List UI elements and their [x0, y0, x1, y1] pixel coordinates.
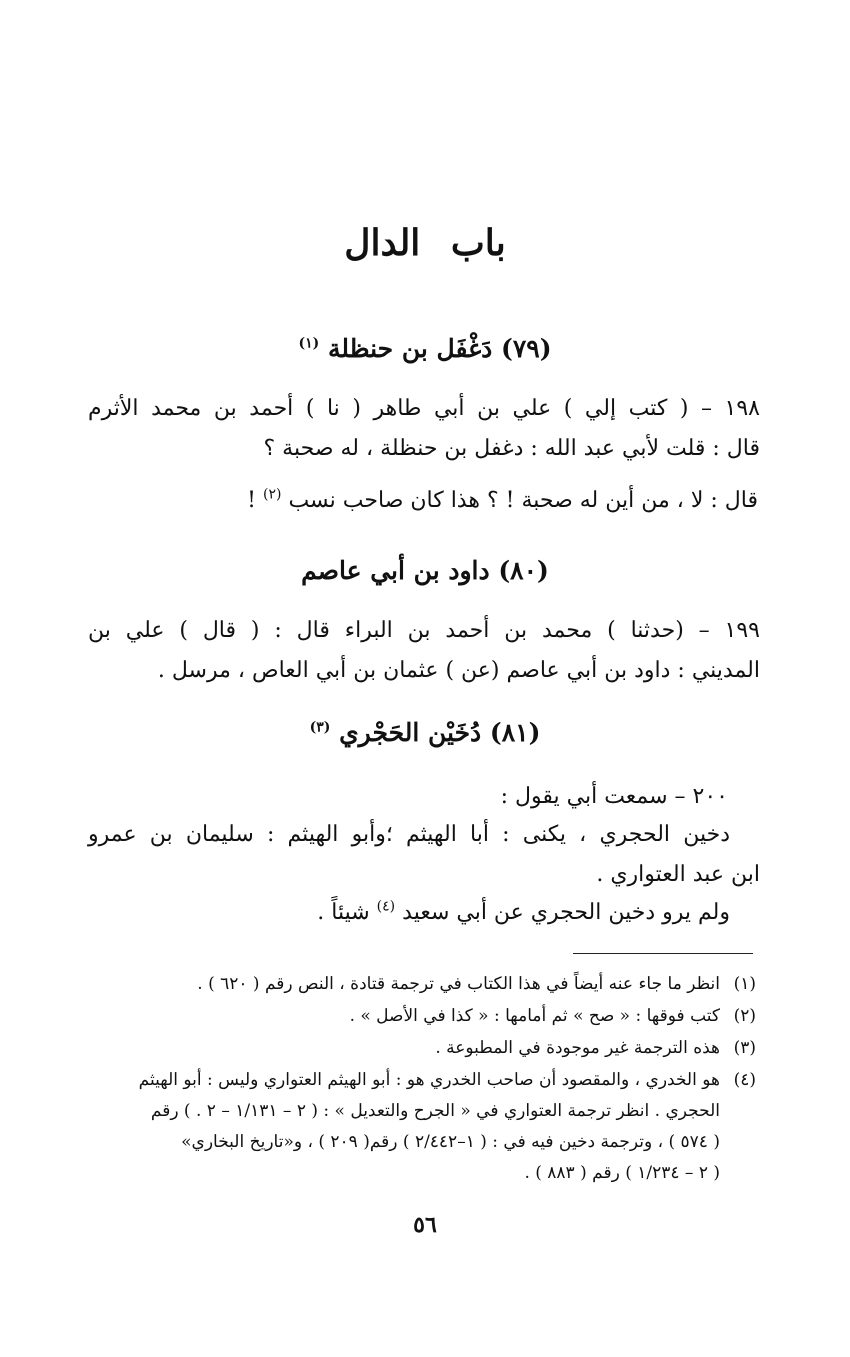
footnote-4-line-2: الحجري . انظر ترجمة العتواري في « الجرح والتعديل » : ( ٢ – ١/١٣١ – ٢ . ) رقم — [150, 1101, 720, 1121]
chapter-title: باب الدال — [344, 222, 506, 264]
footnote-2-text: كتب فوقها : « صح » ثم أمامها : « كذا في الأصل » . — [349, 1006, 720, 1026]
footnote-3-number: (٣) — [733, 1038, 756, 1058]
footnote-ref-4: (٤) — [376, 898, 396, 915]
entry-heading-80: (٨٠) داود بن أبي عاصم — [301, 556, 549, 585]
footnote-ref-3: (٣) — [309, 719, 331, 736]
footnote-4-text-line-1: هو الخدري ، والمقصود أن صاحب الخدري هو : أبو الهيثم العتواري وليس : أبو الهيثم — [138, 1070, 720, 1090]
text-line-200-1: ٢٠٠ – سمعت أبي يقول : — [500, 784, 728, 809]
text-line-199-1: ١٩٩ – (حدثنا ) محمد بن أحمد بن البراء قال : ( قال ) علي بن — [88, 618, 760, 643]
entry-heading-81-text: (٨١) دُخَيْن الحَجْري — [339, 718, 541, 747]
text-line-200-4-text: ولم يرو دخين الحجري عن أبي سعيد — [402, 900, 730, 925]
footnote-1-number: (١) — [733, 974, 756, 994]
footnote-separator — [573, 953, 753, 954]
footnote-2 — [350, 1006, 756, 1026]
footnote-1 — [197, 974, 756, 994]
text-line-198-2: قال : قلت لأبي عبد الله : دغفل بن حنظلة ، له صحبة ؟ — [263, 436, 760, 461]
footnote-4-number: (٤) — [733, 1070, 756, 1090]
footnote-3 — [435, 1038, 756, 1058]
footnote-2-number: (٢) — [733, 1006, 756, 1026]
text-line-199-2: المديني : داود بن أبي عاصم (عن ) عثمان بن أبي العاص ، مرسل . — [157, 658, 760, 683]
text-line-200-4-end: شيئاً . — [317, 900, 370, 925]
footnote-4-line-3: ( ٥٧٤ ) ، وترجمة دخين فيه في : ( ١–٢/٤٤٢ ) رقم( ٢٠٩ ) ، و«تاريخ البخاري» — [181, 1132, 720, 1152]
text-line-198-3 — [247, 488, 758, 513]
text-line-198-3-end: ! — [247, 488, 256, 513]
footnote-3-text: هذه الترجمة غير موجودة في المطبوعة . — [435, 1038, 720, 1058]
footnote-4-line-4: ( ٢ – ١/٢٣٤ ) رقم ( ٨٨٣ ) . — [524, 1163, 720, 1183]
text-line-198-1: ١٩٨ – ( كتب إلي ) علي بن أبي طاهر ( نا ) أحمد بن محمد الأثرم — [88, 396, 760, 421]
text-line-200-2: دخين الحجري ، يكنى : أبا الهيثم ؛وأبو الهيثم : سليمان بن عمرو — [88, 822, 730, 847]
text-line-200-4 — [317, 900, 730, 925]
footnote-1-text: انظر ما جاء عنه أيضاً في هذا الكتاب في ترجمة قتادة ، النص رقم ( ٦٢٠ ) . — [197, 974, 720, 994]
text-line-200-3: ابن عبد العتواري . — [596, 862, 760, 887]
page-number: ٥٦ — [413, 1212, 437, 1238]
footnote-4 — [139, 1070, 756, 1090]
footnote-ref-2: (٢) — [262, 486, 282, 503]
entry-heading-79 — [0, 334, 850, 363]
entry-heading-81 — [0, 718, 850, 747]
entry-heading-79-text: (٧٩) دَغْفَل بن حنظلة — [327, 334, 552, 363]
footnote-ref-1: (١) — [298, 335, 320, 352]
text-line-198-3-text: قال : لا ، من أين له صحبة ! ؟ هذا كان صاحب نسب — [288, 488, 758, 513]
